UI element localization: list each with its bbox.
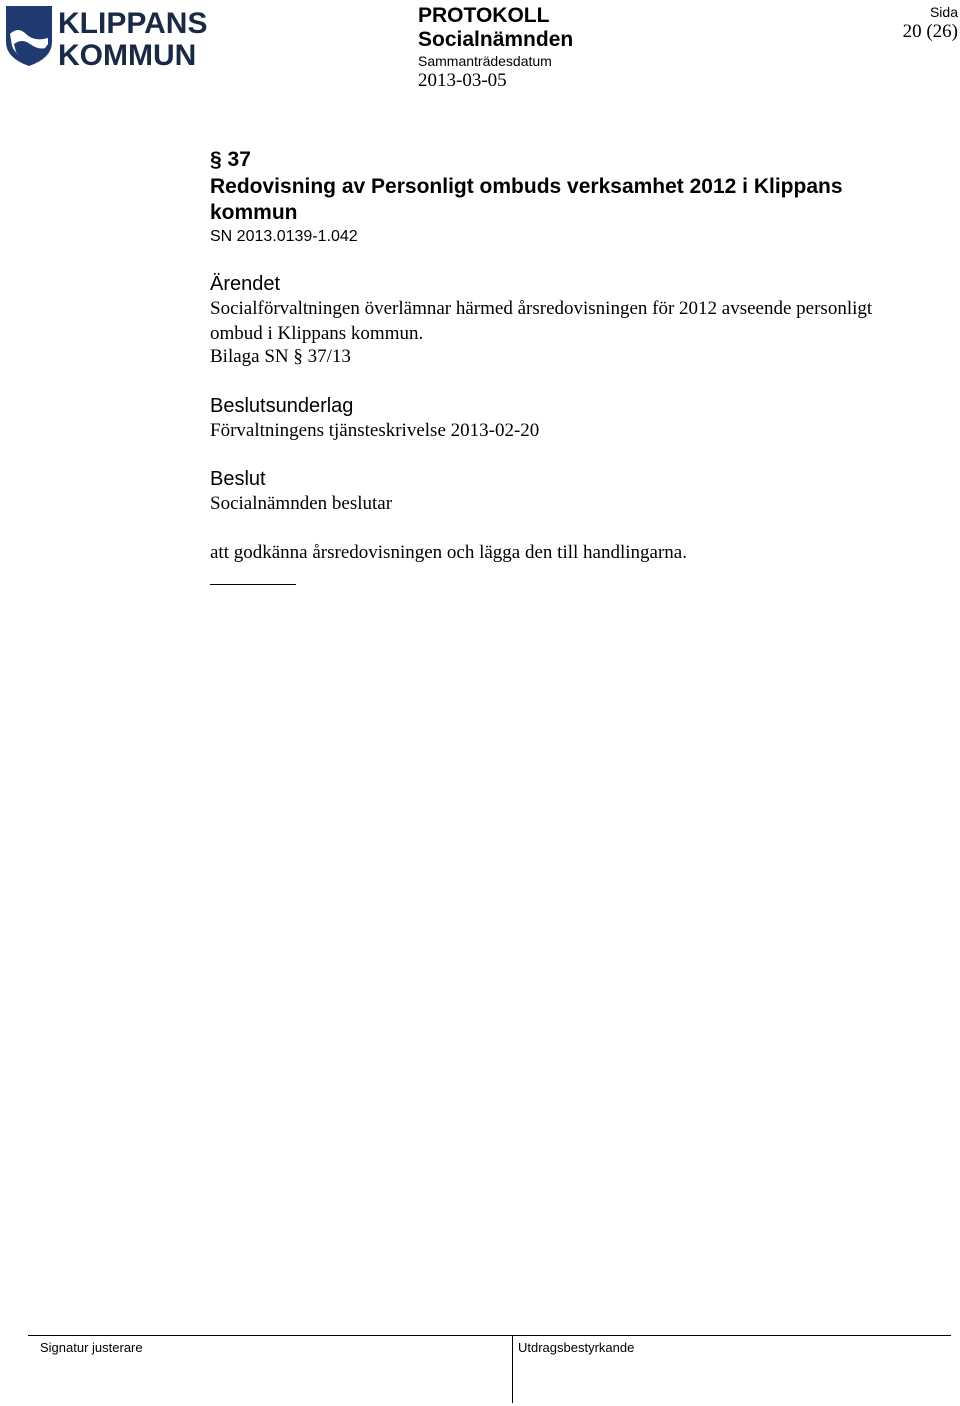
municipality-logo (4, 4, 214, 68)
page-number: 20 (26) (902, 21, 958, 42)
logo-text-line1: KLIPPANS (58, 7, 208, 40)
meeting-date-label: Sammanträdesdatum (418, 53, 552, 69)
logo-emblem-icon (6, 6, 52, 66)
board-name: Socialnämnden (418, 28, 574, 51)
beslut-decision: att godkänna årsredovisningen och lägga den till handlingarna. (210, 542, 687, 563)
arendet-heading: Ärendet (210, 273, 281, 295)
footer-column-divider (512, 1335, 513, 1403)
end-divider (210, 584, 296, 585)
footer-divider (28, 1335, 951, 1336)
beslutsunderlag-text: Förvaltningens tjänsteskrivelse 2013-02-20 (210, 420, 540, 441)
arendet-text: Socialförvaltningen överlämnar härmed årsredovisningen för 2012 avseende personligt ombud i Klippans kommun. (210, 298, 873, 344)
certification-label: Utdragsbestyrkande (518, 1340, 635, 1355)
document-type: PROTOKOLL (418, 4, 550, 27)
beslut-heading: Beslut (210, 468, 266, 490)
paragraph-number: § 37 (210, 148, 251, 171)
item-title: Redovisning av Personligt ombuds verksamhet 2012 i Klippans kommun (210, 175, 843, 224)
case-number: SN 2013.0139-1.042 (210, 228, 358, 245)
meeting-date: 2013-03-05 (418, 70, 507, 91)
attachment-reference: Bilaga SN § 37/13 (210, 346, 351, 367)
beslut-intro: Socialnämnden beslutar (210, 493, 393, 514)
beslutsunderlag-heading: Beslutsunderlag (210, 395, 354, 417)
logo-text-line2: KOMMUN (58, 39, 197, 68)
page-label: Sida (929, 4, 958, 20)
signature-label: Signatur justerare (40, 1340, 143, 1355)
